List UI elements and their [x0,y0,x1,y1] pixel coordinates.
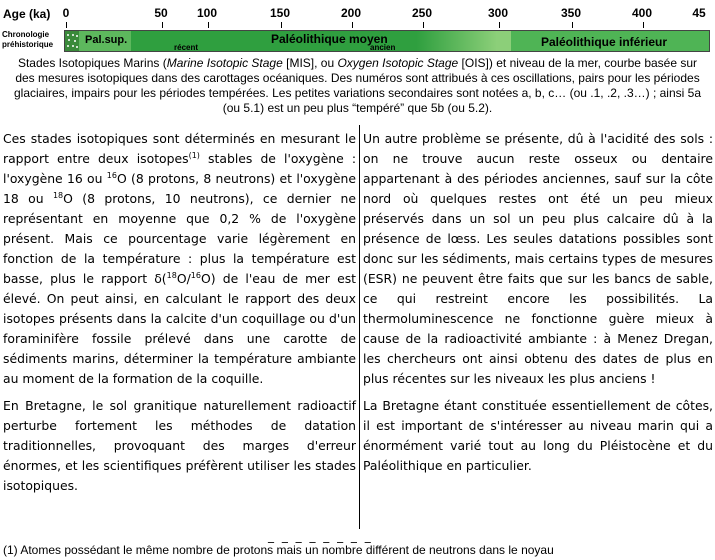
tick [162,22,163,28]
right-paragraph-2: La Bretagne étant constituée essentiellement de côtes, il est important de s'intéresser au niveau marin qui a énormément varié tout au long du Pléistocène et du Paléolithique en particulier. [363,398,713,473]
footnote-ref: (1) [188,150,200,160]
middle-paleolithic-segment [131,31,497,51]
palsup-segment [79,31,131,51]
holocene-segment [65,31,79,51]
paragraph-text: O) de l'eau de mer est élevé. On peut ainsi, en calculant le rapport des deux isotopes présents dans la calcite d'un coquillage ou d'un foraminifère fossile prélevé dans une carotte de sédiments marins, déterminer la température ambiante au moment de la formation de la coquille. [3,271,357,386]
left-paragraph-1 [3,129,356,389]
right-column [363,129,713,483]
chronology-band [64,30,710,52]
tick [281,22,282,28]
tick [423,22,424,28]
paragraph-text: O (8 protons, 10 neutrons), ce dernier ne représentant en moyenne que 0,2 % de l'oxygène présent. Mais ce pourcentage varie légèrement en fonction de la température : plus la température est basse, plus le rapport δ( [3,191,356,286]
lower-paleolithic-segment [511,31,710,51]
tick [643,22,644,28]
recent-label: récent [174,43,199,52]
isotope-superscript: 18 [166,270,177,280]
left-column [3,129,356,503]
tick-label: 300 [487,6,509,20]
figure-caption [10,56,705,116]
isotope-superscript: 16 [106,170,117,180]
chronology-label-line1: Chronologie [2,30,50,39]
dotted-pattern [65,31,79,51]
caption-text: [OIS]) et niveau de la mer, courbe basée sur des mesures isotopiques dans des carottages océaniques. Des numéros sont attribués à ces oscillations, pairs pour les périodes glaciaires, impairs pour les périodes tempérées. Les petites variations secondaires sont notées a, b, c… (ou .1, .2, .3…) ; ainsi 5a (ou 5.1) est un peu plus “tempéré” que 5b (ou 5.2). [13,56,701,115]
tick-label: 50 [154,6,168,20]
chronology-label-line2: préhistorique [2,40,54,49]
isotope-superscript: 18 [52,190,64,200]
middle-paleolithic-label: Paléolithique moyen [271,32,388,46]
footnote-separator: _ _ _ _ _ _ _ _ [268,529,373,543]
paragraph-text: stables de l'oxygène : l'oxygène 16 ou [3,151,356,186]
tick [499,22,500,28]
age-axis-label: Age (ka) [3,7,51,21]
caption-italic-ois: Oxygen Isotopic Stage [337,56,459,70]
lower-paleolithic-label: Paléolithique inférieur [541,35,668,49]
age-scale [64,0,710,30]
caption-italic-mis: Marine Isotopic Stage [166,56,283,70]
tick-label: 400 [631,6,653,20]
right-paragraph-1: Un autre problème se présente, dû à l'acidité des sols : on ne trouve aucun reste osseux ou dentaire appartenant à des périodes anciennes, sauf sur la côte nord où quelques restes ont été un peu mieux préservés dans un sol un peu plus calcaire dû à la présence de lœss. Les seules datations possibles sont donc sur les sédiments, mais certains types de mesures (ESR) ne peuvent être faits que sur les bancs de sable, ce qui restreint encore les possibilités. La thermoluminescence ne fonctionne guère mieux à cause de la radioactivité ambiante : à Menez Dregan, les chercheurs ont ainsi obtenu des dates de plus en plus récentes sur les niveaux les plus anciens ! [363,131,713,386]
paragraph-text: O (8 protons, 8 neutrons) et l'oxygène 18 ou [3,171,356,206]
paragraph-text: Ces stades isotopiques sont déterminés en mesurant le rapport entre deux isotopes [3,131,356,166]
tick-label: 0 [62,6,70,20]
tick-label: 100 [196,6,218,20]
tick-label: 250 [411,6,433,20]
column-divider [359,125,360,529]
tick [572,22,573,28]
caption-text: [MIS], ou [282,56,338,70]
caption-text: Stades Isotopiques Marins ( [17,56,167,70]
tick-label: 200 [340,6,362,20]
tick [208,22,209,28]
transition-segment [497,31,511,51]
tick-label: 350 [560,6,582,20]
paragraph-text: O/ [176,271,191,286]
footnote: (1) Atomes possédant le même nombre de protons mais un nombre différent de neutrons dans le noyau [3,543,554,557]
ancien-label: ancien [370,43,396,52]
chronology-row-label [2,30,62,50]
tick-label: 150 [269,6,291,20]
palsup-label: Pal.sup. [85,34,128,46]
left-paragraph-2: En Bretagne, le sol granitique naturellement radioactif perturbe fortement les méthodes de datation traditionnelles, provoquant des marges d'erreur énormes, et les scientifiques préfèrent utiliser les stades isotopiques. [3,398,356,493]
tick-label: 45 [692,6,706,20]
isotope-superscript: 16 [190,270,201,280]
tick [352,22,353,28]
tick [66,22,67,28]
